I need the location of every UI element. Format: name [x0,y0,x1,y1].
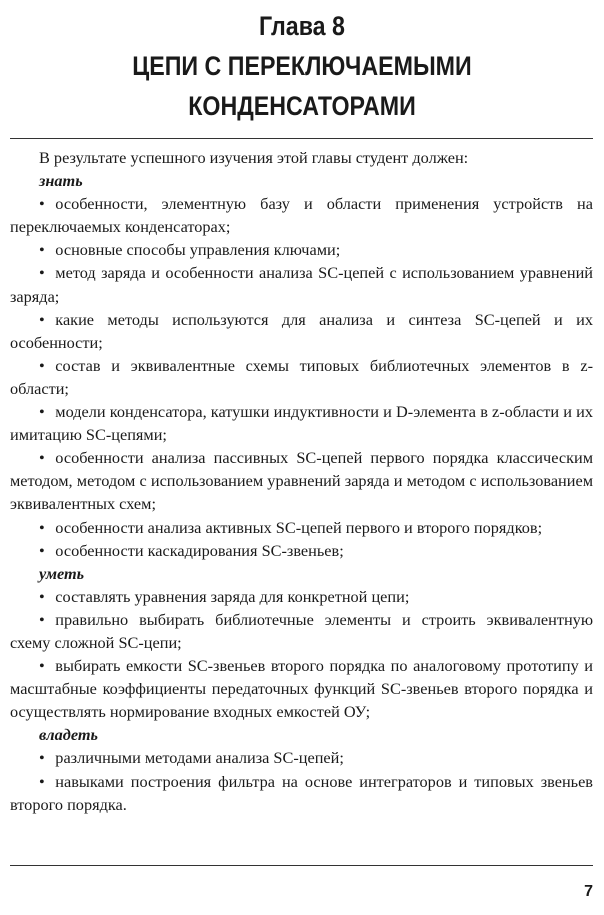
list-item [10,746,593,769]
list-item-text: особенности, элементную базу и области применения устройств на переключаемых конденсаторах; [10,194,593,237]
can-label: уметь [39,563,85,583]
bullet-icon: • [39,309,45,329]
list-item-text: метод заряда и особенности анализа SC-цепей с использованием уравнений заряда; [10,263,593,306]
page-number: 7 [584,883,593,900]
list-item [10,308,593,354]
bullet-icon: • [39,263,45,283]
list-item [10,400,593,446]
list-item [10,585,593,608]
know-label: знать [39,171,83,191]
list-item-text: особенности анализа активных SC-цепей первого и второго порядков; [55,517,543,537]
chapter-title-line-1: ЦЕПИ С ПЕРЕКЛЮЧАЕМЫМИ [132,51,472,81]
chapter-title-line-2: КОНДЕНСАТОРАМИ [188,91,416,121]
bullet-icon: • [39,448,45,468]
bullet-icon: • [39,517,45,537]
learning-outcomes [10,146,593,816]
bullet-icon: • [39,194,45,214]
list-item-text: составлять уравнения заряда для конкретной цепи; [55,586,410,606]
bullet-icon: • [39,540,45,560]
chapter-header [42,6,561,126]
list-item [10,261,593,307]
list-item-text: правильно выбирать библиотечные элементы и строить эквивалентную схему сложной SC-цепи; [10,609,593,652]
bullet-icon: • [39,609,45,629]
bullet-icon: • [39,656,45,676]
top-divider [10,138,593,139]
chapter-number: Глава 8 [259,11,345,41]
bottom-divider [10,865,593,866]
bullet-icon: • [39,771,45,791]
list-item [10,539,593,562]
list-item [10,654,593,723]
list-item-text: особенности анализа пассивных SC-цепей первого порядка классическим методом, методом с использованием уравнений заряда и методом с использованием эквивалентных схем; [10,448,593,514]
bullet-icon: • [39,586,45,606]
bullet-icon: • [39,355,45,375]
list-item [10,354,593,400]
bullet-icon: • [39,402,45,422]
list-item-text: какие методы используются для анализа и синтеза SC-цепей и их особенности; [10,309,593,352]
list-item-text: модели конденсатора, катушки индуктивности и D-элемента в z-области и их имитацию SC-цепями; [10,402,593,445]
list-item-text: выбирать емкости SC-звеньев второго порядка по аналоговому прототипу и масштабные коэффициенты передаточных функций SC-звеньев второго порядка и осуществлять нормирование входных емкостей ОУ; [10,656,593,722]
list-item [10,770,593,816]
list-item-text: состав и эквивалентные схемы типовых библиотечных элементов в z-области; [10,355,593,398]
list-item [10,608,593,654]
list-item-text: навыками построения фильтра на основе интеграторов и типовых звеньев второго порядка. [10,771,593,814]
list-item [10,446,593,515]
list-item-text: особенности каскадирования SC-звеньев; [55,540,344,560]
master-label: владеть [39,725,98,745]
list-item [10,192,593,238]
list-item [10,238,593,261]
bullet-icon: • [39,748,45,768]
list-item [10,516,593,539]
list-item-text: основные способы управления ключами; [55,240,341,260]
list-item-text: различными методами анализа SC-цепей; [55,748,344,768]
intro-text: В результате успешного изучения этой главы студент должен: [39,148,469,167]
bullet-icon: • [39,240,45,260]
